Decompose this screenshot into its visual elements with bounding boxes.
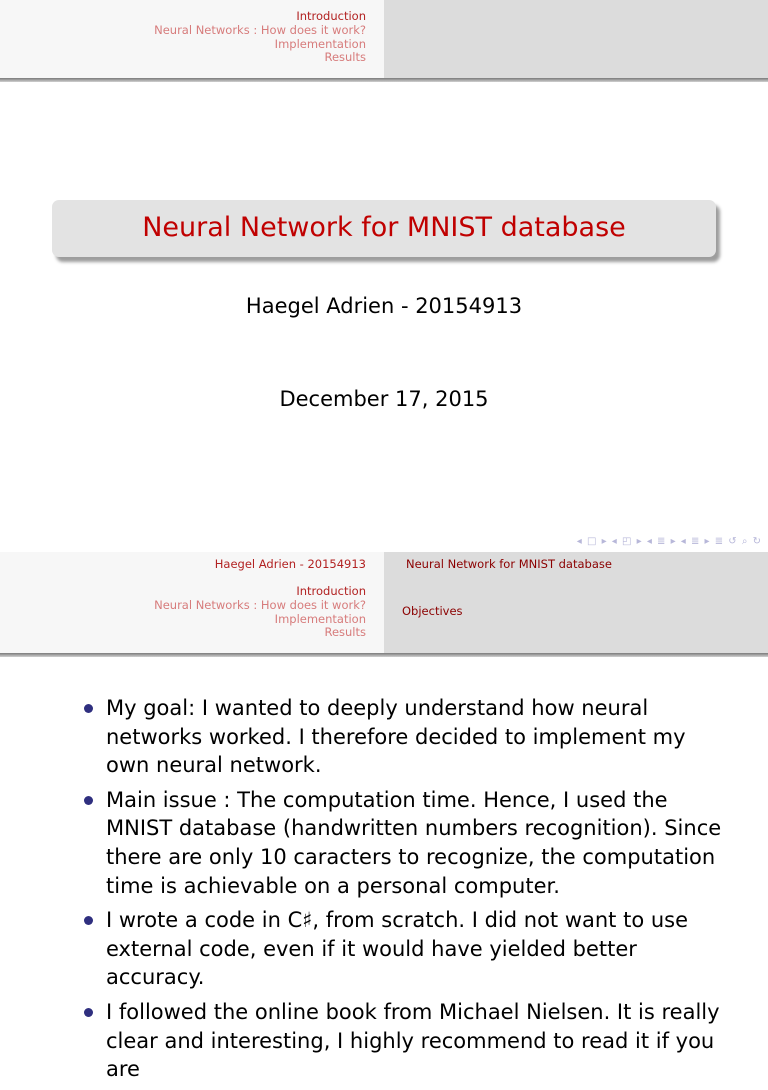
bullet-icon xyxy=(84,916,93,925)
nav-introduction[interactable]: Introduction xyxy=(296,9,366,23)
bullet-list xyxy=(84,694,724,1090)
bullet-icon xyxy=(84,1008,93,1017)
list-item: I followed the online book from Michael Nielsen. It is really clear and interesting, I highly recommend to read it if you are xyxy=(84,998,724,1084)
slide-header xyxy=(0,0,768,78)
nav-neural-networks[interactable]: Neural Networks : How does it work? xyxy=(154,22,366,37)
beamer-navigation-icons[interactable]: ◂ □ ▸ ◂ ◰ ▸ ◂ ≣ ▸ ◂ ≣ ▸ ≣ ↺ ⌕ ↻ xyxy=(576,536,762,547)
title-box xyxy=(52,200,716,257)
nav-implementation[interactable]: Implementation xyxy=(274,611,366,626)
nav-neural-networks[interactable]: Neural Networks : How does it work? xyxy=(154,597,366,612)
list-item: My goal: I wanted to deeply understand how neural networks worked. I therefore decided to implement my own neural network. xyxy=(84,694,724,780)
subsection-objectives[interactable]: Objectives xyxy=(402,604,463,618)
nav-results[interactable]: Results xyxy=(324,625,366,640)
section-nav-2 xyxy=(154,585,366,640)
date: December 17, 2015 xyxy=(279,387,489,411)
slide2-header xyxy=(0,576,768,653)
bullet-icon xyxy=(84,796,93,805)
bullet-icon xyxy=(84,704,93,713)
header-title: Neural Network for MNIST database xyxy=(406,557,612,571)
nav-introduction[interactable]: Introduction xyxy=(296,584,366,598)
nav-results[interactable]: Results xyxy=(324,50,366,65)
author: Haegel Adrien - 20154913 xyxy=(245,294,523,318)
slide2-top-bar xyxy=(0,552,768,576)
list-item: I wrote a code in C♯, from scratch. I did not want to use external code, even if it would have yielded better accuracy. xyxy=(84,906,724,992)
list-item: Main issue : The computation time. Hence, I used the MNIST database (handwritten numbers recognition). Since there are only 10 caracters to recognize, the computation time is achievable on a personal computer. xyxy=(84,786,724,900)
section-nav xyxy=(154,10,366,65)
header-author: Haegel Adrien - 20154913 xyxy=(214,557,366,571)
nav-implementation[interactable]: Implementation xyxy=(274,36,366,51)
presentation-title: Neural Network for MNIST database xyxy=(142,212,626,243)
